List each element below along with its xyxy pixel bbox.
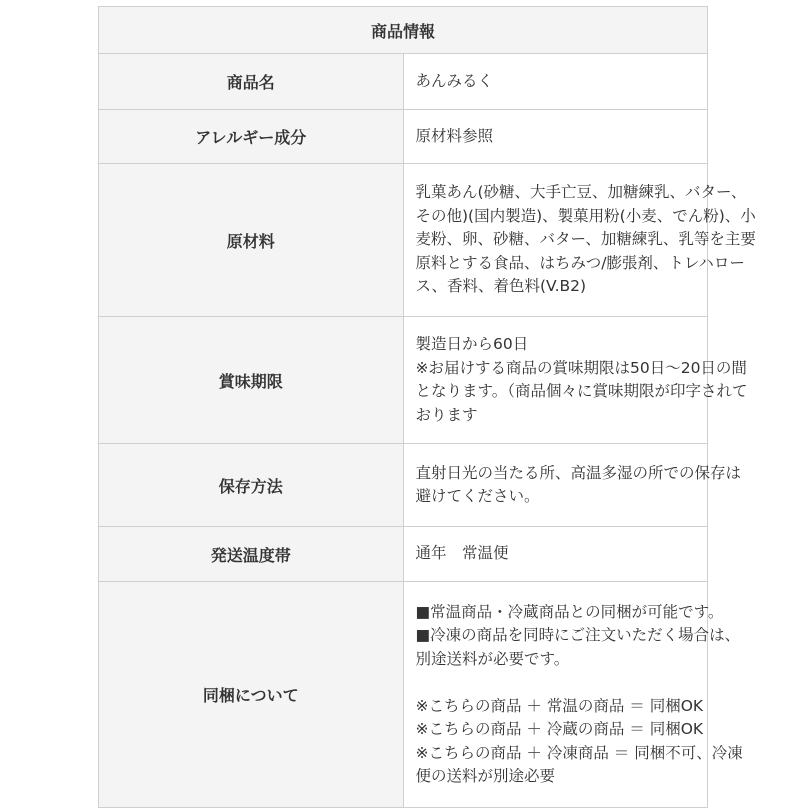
value-shipping-temperature bbox=[403, 527, 708, 582]
value-line: 原材料参照 bbox=[415, 126, 494, 145]
value-bundling bbox=[403, 582, 743, 808]
value-line: 製造日から60日 bbox=[415, 335, 529, 353]
label-ingredients: 原材料 bbox=[99, 164, 404, 317]
value-line: ※こちらの商品 ＋ 常温の商品 ＝ 同梱OK bbox=[415, 696, 704, 715]
value-line: ス、香料、着色料(V.B2) bbox=[415, 277, 587, 296]
value-line: ※お届けする商品の賞味期限は50日〜20日の間 bbox=[415, 358, 747, 377]
value-line: ■冷凍の商品を同時にご注文いただく場合は、 bbox=[415, 626, 741, 644]
value-line: 麦粉、卵、砂糖、バター、加糖練乳、乳等を主要 bbox=[415, 230, 756, 249]
table-title: 商品情報 bbox=[99, 7, 708, 54]
value-best-before bbox=[403, 317, 748, 444]
value-line: 直射日光の当たる所、高温多湿の所での保存は bbox=[415, 463, 742, 482]
row-storage bbox=[99, 444, 708, 527]
row-allergens bbox=[99, 110, 708, 164]
value-line: あんみるく bbox=[415, 71, 494, 90]
row-best-before bbox=[99, 317, 708, 444]
row-product-name bbox=[99, 54, 708, 110]
label-bundling: 同梱について bbox=[99, 582, 404, 808]
value-line: ■常温商品・冷蔵商品との同梱が可能です。 bbox=[415, 602, 724, 621]
table-title-row bbox=[99, 7, 708, 54]
label-product-name: 商品名 bbox=[99, 54, 404, 110]
value-product-name bbox=[403, 54, 708, 110]
value-line: 通年 常温便 bbox=[415, 544, 509, 563]
row-ingredients bbox=[99, 164, 708, 317]
value-line: おります bbox=[415, 405, 478, 424]
row-shipping-temperature bbox=[99, 527, 708, 582]
label-best-before: 賞味期限 bbox=[99, 317, 404, 444]
value-line: 避けてください。 bbox=[415, 487, 540, 505]
blank-line bbox=[416, 671, 698, 695]
row-bundling bbox=[99, 582, 708, 808]
value-line: 原料とする食品、はちみつ/膨張剤、トレハロー bbox=[415, 253, 745, 272]
label-storage: 保存方法 bbox=[99, 444, 404, 527]
product-info-table bbox=[98, 6, 756, 808]
value-line: 便の送料が別途必要 bbox=[415, 767, 556, 785]
value-storage bbox=[403, 444, 742, 527]
value-ingredients bbox=[403, 164, 756, 317]
value-line: その他)(国内製造)、製菓用粉(小麦、でん粉)、小 bbox=[415, 206, 756, 225]
value-line: 別途送料が必要です。 bbox=[415, 649, 570, 668]
label-shipping-temperature: 発送温度帯 bbox=[99, 527, 404, 582]
value-line: ※こちらの商品 ＋ 冷凍商品 ＝ 同梱不可、冷凍 bbox=[415, 743, 743, 762]
label-allergens: アレルギー成分 bbox=[99, 110, 404, 164]
value-line: となります。（商品個々に賞味期限が印字されて bbox=[415, 382, 748, 400]
value-line: 乳菓あん(砂糖、大手亡豆、加糖練乳、バター、 bbox=[415, 183, 747, 202]
value-line: ※こちらの商品 ＋ 冷蔵の商品 ＝ 同梱OK bbox=[415, 720, 704, 738]
value-allergens bbox=[403, 110, 708, 164]
